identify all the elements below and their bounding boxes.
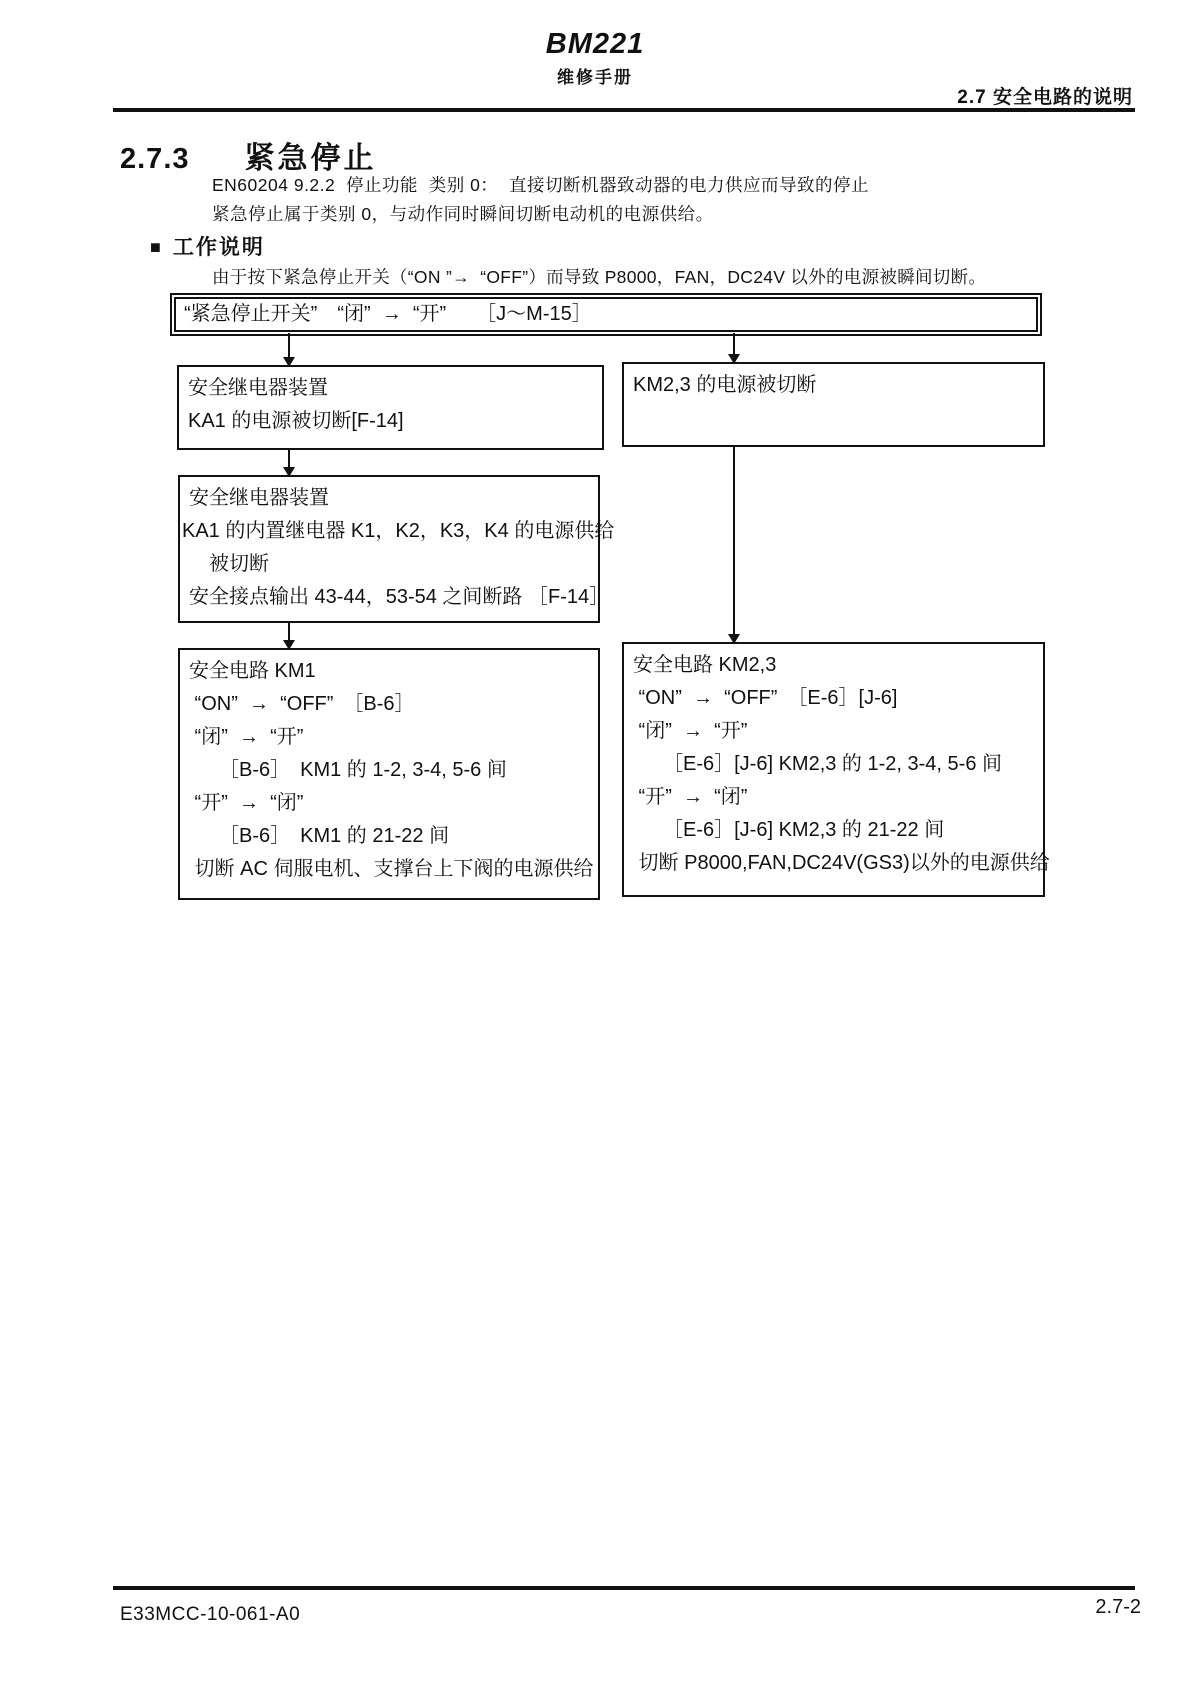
footer-rule xyxy=(113,1586,1135,1590)
flowchart xyxy=(168,293,1048,907)
flow-box-safety-circuit-km23 xyxy=(622,642,1050,897)
header-rule xyxy=(113,108,1135,112)
flow-box-safety-relay-internal xyxy=(178,475,615,623)
intro-line: 紧急停止属于类别 0，与动作同时瞬间切断电动机的电源供给。 xyxy=(212,204,714,224)
flow-box-line: 切断 AC 伺服电机、支撑台上下阀的电源供给 xyxy=(189,858,594,880)
flow-box-line: “闭” → “开” xyxy=(189,726,304,748)
document-number: E33MCC-10-061-A0 xyxy=(120,1604,301,1625)
flow-box-line: 切断 P8000,FAN,DC24V(GS3)以外的电源供给 xyxy=(633,852,1050,874)
flow-arrow-down-icon xyxy=(288,333,290,365)
flow-box-line: “ON” → “OFF” ［B-6］ xyxy=(189,693,415,715)
flow-arrow-down-icon xyxy=(733,447,735,642)
flow-arrow-down-icon xyxy=(288,450,290,475)
model-title: BM221 xyxy=(545,28,645,60)
flow-box-line: “ON” → “OFF” ［E-6］[J-6] xyxy=(633,687,898,709)
flow-box-safety-circuit-km1 xyxy=(178,648,600,900)
section-number: 2.7.3 xyxy=(120,143,190,175)
flow-box-line: “闭” → “开” xyxy=(633,720,748,742)
flow-box-line: ［B-6］ KM1 的 21-22 间 xyxy=(189,825,450,847)
intro-line: EN60204 9.2.2 停止功能 类别 0： 直接切断机器致动器的电力供应而导致的停止 xyxy=(212,175,870,195)
flow-start-box xyxy=(170,293,1042,336)
flow-box-line: “开” → “闭” xyxy=(633,786,748,808)
flow-box-line: 安全电路 KM2,3 xyxy=(633,654,777,676)
chapter-heading: 2.7 安全电路的说明 xyxy=(957,87,1133,108)
flow-start-text: “紧急停止开关” “闭” → “开” ［J～M-15］ xyxy=(174,297,1038,332)
flow-box-line: “开” → “闭” xyxy=(189,792,304,814)
flow-box-line: 安全接点输出 43-44，53-54 之间断路 ［F-14］ xyxy=(189,586,610,608)
manual-subtitle: 维修手册 xyxy=(557,68,633,87)
flow-box-line: KA1 的电源被切断[F-14] xyxy=(188,410,404,432)
flow-arrow-down-icon xyxy=(733,333,735,362)
flow-box-line: 安全继电器装置 xyxy=(188,377,328,399)
section-title: 紧急停止 xyxy=(244,142,377,175)
page-number: 2.7-2 xyxy=(1095,1596,1141,1618)
flow-box-line: ［B-6］ KM1 的 1-2, 3-4, 5-6 间 xyxy=(189,759,507,781)
worksec-title: 工作说明 xyxy=(172,236,265,259)
flow-box-line: KA1 的内置继电器 K1，K2，K3，K4 的电源供给 xyxy=(182,520,615,542)
flow-arrow-down-icon xyxy=(288,623,290,648)
flow-box-line: ［E-6］[J-6] KM2,3 的 21-22 间 xyxy=(633,819,945,841)
worksec-heading xyxy=(150,231,265,261)
flow-box-line: 被切断 xyxy=(189,553,269,575)
flow-box-line: 安全电路 KM1 xyxy=(189,660,316,682)
flow-box-safety-relay-power-cut xyxy=(177,365,604,450)
square-bullet-icon: ■ xyxy=(150,237,163,257)
flow-box-line: KM2,3 的电源被切断 xyxy=(633,374,817,396)
section-heading xyxy=(120,133,377,177)
flow-box-line: 安全继电器装置 xyxy=(189,487,329,509)
flow-box-km23-power-cut xyxy=(622,362,1045,447)
worksec-description: 由于按下紧急停止开关（“ON ”→ “OFF”）而导致 P8000，FAN，DC24V 以外的电源被瞬间切断。 xyxy=(212,267,987,287)
flow-box-line: ［E-6］[J-6] KM2,3 的 1-2, 3-4, 5-6 间 xyxy=(633,753,1002,775)
